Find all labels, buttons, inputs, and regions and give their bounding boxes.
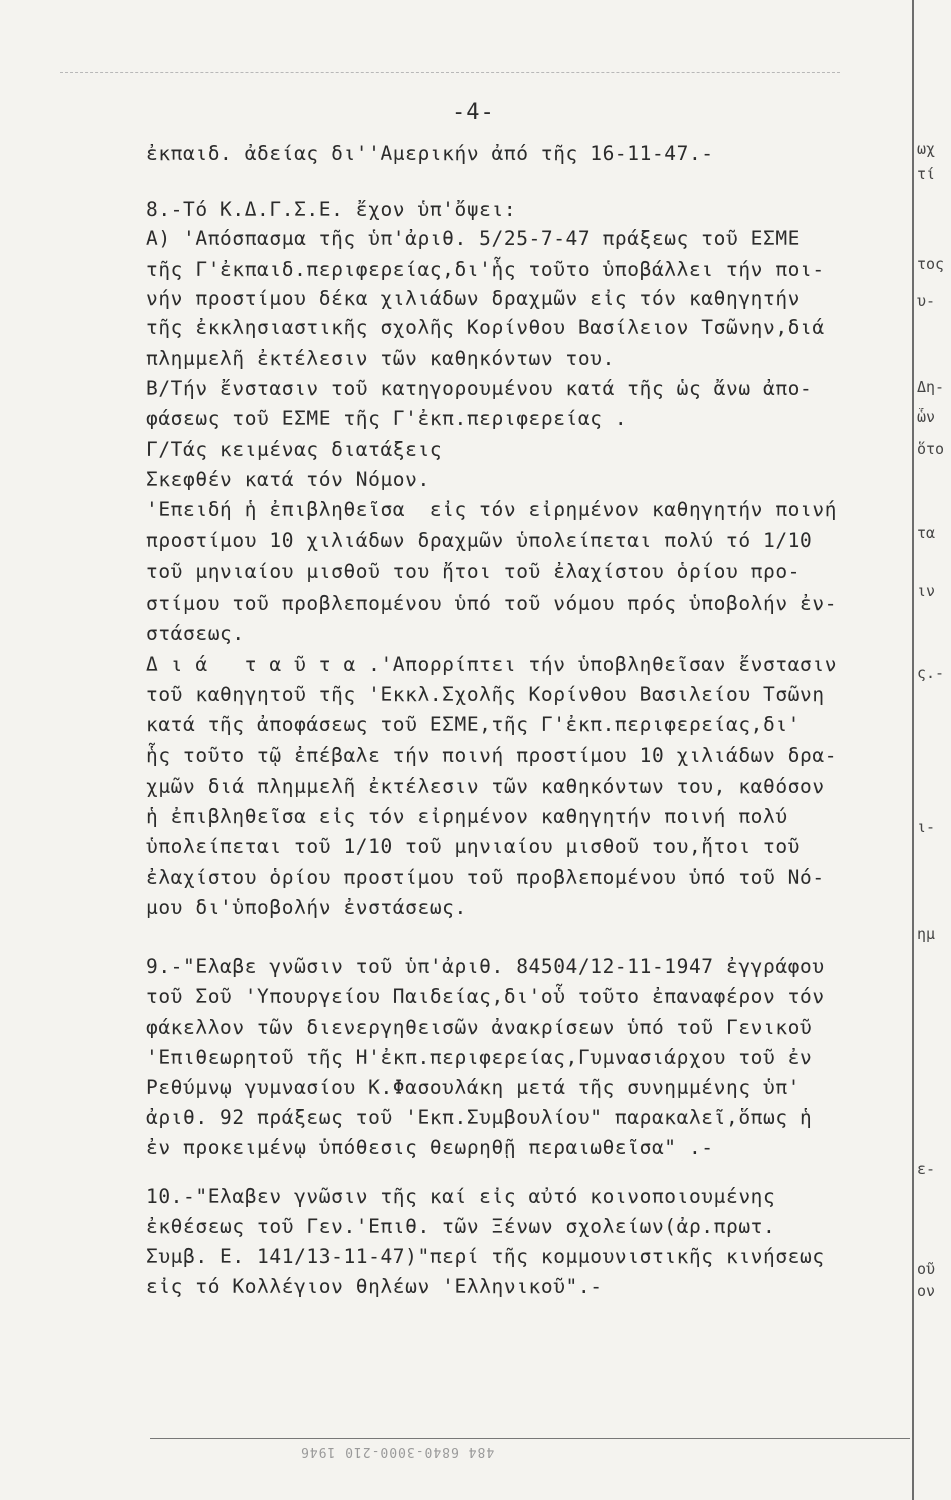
text-line: 8.-Τό Κ.Δ.Γ.Σ.Ε. ἔχον ὑπ'ὄψει: (146, 198, 517, 221)
text-line: 'Επειδή ἡ ἐπιβληθεῖσα εἰς τόν εἰρημένον καθηγητήν ποινή (146, 498, 838, 521)
text-line: 10.-"Ελαβεν γνῶσιν τῆς καί εἰς αὐτό κοινοποιουμένης (146, 1185, 776, 1208)
text-line: Δ ι ά τ α ῦ τ α .'Απορρίπτει τήν ὑποβληθεῖσαν ἔνστασιν (146, 653, 838, 676)
text-line: ἧς τοῦτο τῷ ἐπέβαλε τήν ποινή προστίμου 10 χιλιάδων δρα- (146, 744, 838, 767)
printer-footer-code: 484 6840-3000-210 1946 (300, 1444, 495, 1459)
text-line: στάσεως. (146, 622, 245, 645)
text-line: Α) 'Απόσπασμα τῆς ὑπ'ἀριθ. 5/25-7-47 πράξεως τοῦ ΕΣΜΕ (146, 227, 801, 250)
text-line: Γ/Τάς κειμένας διατάξεις (146, 438, 443, 461)
text-line: νήν προστίμου δέκα χιλιάδων δραχμῶν εἰς τόν καθηγητήν (146, 287, 801, 310)
text-line: φάκελλον τῶν διενεργηθεισῶν ἀνακρίσεων ὑπό τοῦ Γενικοῦ (146, 1016, 813, 1039)
margin-fragment: ὅτο (917, 440, 945, 458)
margin-fragment: ὧν (917, 408, 936, 426)
margin-fragment: ε- (917, 1160, 936, 1178)
margin-fragment: ημ (917, 925, 936, 943)
margin-fragment: Δη- (917, 378, 945, 396)
text-line: Β/Τήν ἔνστασιν τοῦ κατηγορουμένου κατά τῆς ὡς ἄνω ἀπο- (146, 377, 813, 400)
text-line: τοῦ καθηγητοῦ τῆς 'Εκκλ.Σχολῆς Κορίνθου Βασιλείου Τσῶνη (146, 683, 825, 706)
adjacent-sheet-edge (912, 0, 914, 1500)
text-line: ὑπολείπεται τοῦ 1/10 τοῦ μηνιαίου μισθοῦ του,ἤτοι τοῦ (146, 835, 801, 858)
text-line: ἐκπαιδ. ἀδείας δι''Αμερικήν ἀπό τῆς 16-11-47.- (146, 142, 714, 165)
text-line: τοῦ Σοῦ 'Υπουργείου Παιδείας,δι'οὗ τοῦτο ἐπαναφέρον τόν (146, 985, 825, 1008)
margin-fragment: υ- (917, 292, 936, 310)
text-line: τοῦ μηνιαίου μισθοῦ του ἤτοι τοῦ ἐλαχίστου ὁρίου προ- (146, 560, 801, 583)
text-line: ἐκθέσεως τοῦ Γεν.'Επιθ. τῶν Ξένων σχολείων(ἀρ.πρωτ. (146, 1215, 776, 1238)
text-line: 'Επιθεωρητοῦ τῆς Η'ἐκπ.περιφερείας,Γυμνασιάρχου τοῦ ἐν (146, 1046, 813, 1069)
text-line: φάσεως τοῦ ΕΣΜΕ τῆς Γ'ἐκπ.περιφερείας . (146, 407, 628, 430)
top-edge-rule (60, 72, 840, 74)
text-line: κατά τῆς ἀποφάσεως τοῦ ΕΣΜΕ,τῆς Γ'ἐκπ.περιφερείας,δι' (146, 713, 801, 736)
text-line: τῆς Γ'ἐκπαιδ.περιφερείας,δι'ἧς τοῦτο ὑποβάλλει τήν ποι- (146, 258, 825, 281)
margin-fragment: ς.- (917, 664, 945, 682)
margin-fragment: τί (917, 165, 936, 183)
bottom-rule (150, 1438, 910, 1439)
text-line: ἐν προκειμένῳ ὑπόθεσις θεωρηθῇ περαιωθεῖσα" .- (146, 1136, 714, 1159)
text-line: στίμου τοῦ προβλεπομένου ὑπό τοῦ νόμου πρός ὑποβολήν ἐν- (146, 592, 838, 615)
text-line: Ρεθύμνῳ γυμνασίου Κ.Φασουλάκη μετά τῆς συνημμένης ὑπ' (146, 1076, 801, 1099)
text-line: Συμβ. Ε. 141/13-11-47)"περί τῆς κομμουνιστικῆς κινήσεως (146, 1245, 825, 1268)
text-line: ἡ ἐπιβληθεῖσα εἰς τόν εἰρημένον καθηγητήν ποινή πολύ (146, 805, 788, 828)
text-line: μου δι'ὑποβολήν ἐνστάσεως. (146, 896, 467, 919)
margin-fragment: ιν (917, 582, 936, 600)
text-line: 9.-"Ελαβε γνῶσιν τοῦ ὑπ'ἀριθ. 84504/12-11-1947 ἐγγράφου (146, 955, 825, 978)
text-line: πλημμελῆ ἐκτέλεσιν τῶν καθηκόντων του. (146, 347, 615, 370)
margin-fragment: τος (917, 255, 945, 273)
text-line: Σκεφθέν κατά τόν Νόμον. (146, 468, 430, 491)
page-number: -4- (452, 100, 495, 125)
text-line: ἀριθ. 92 πράξεως τοῦ 'Εκπ.Συμβουλίου" παρακαλεῖ,ὅπως ἡ (146, 1106, 813, 1129)
margin-fragment: οῦ (917, 1260, 936, 1278)
text-line: εἰς τό Κολλέγιον θηλέων 'Ελληνικοῦ".- (146, 1275, 603, 1298)
margin-fragment: ι- (917, 818, 936, 836)
text-line: χμῶν διά πλημμελῆ ἐκτέλεσιν τῶν καθηκόντων του, καθόσον (146, 775, 825, 798)
margin-fragment: τα (917, 524, 936, 542)
text-line: τῆς ἐκκλησιαστικῆς σχολῆς Κορίνθου Βασίλειον Τσῶνην,διά (146, 316, 825, 339)
text-line: προστίμου 10 χιλιάδων δραχμῶν ὑπολείπεται πολύ τό 1/10 (146, 529, 813, 552)
margin-fragment: ον (917, 1282, 936, 1300)
margin-fragment: ωχ (917, 140, 936, 158)
text-line: ἐλαχίστου ὁρίου προστίμου τοῦ προβλεπομένου ὑπό τοῦ Νό- (146, 866, 825, 889)
